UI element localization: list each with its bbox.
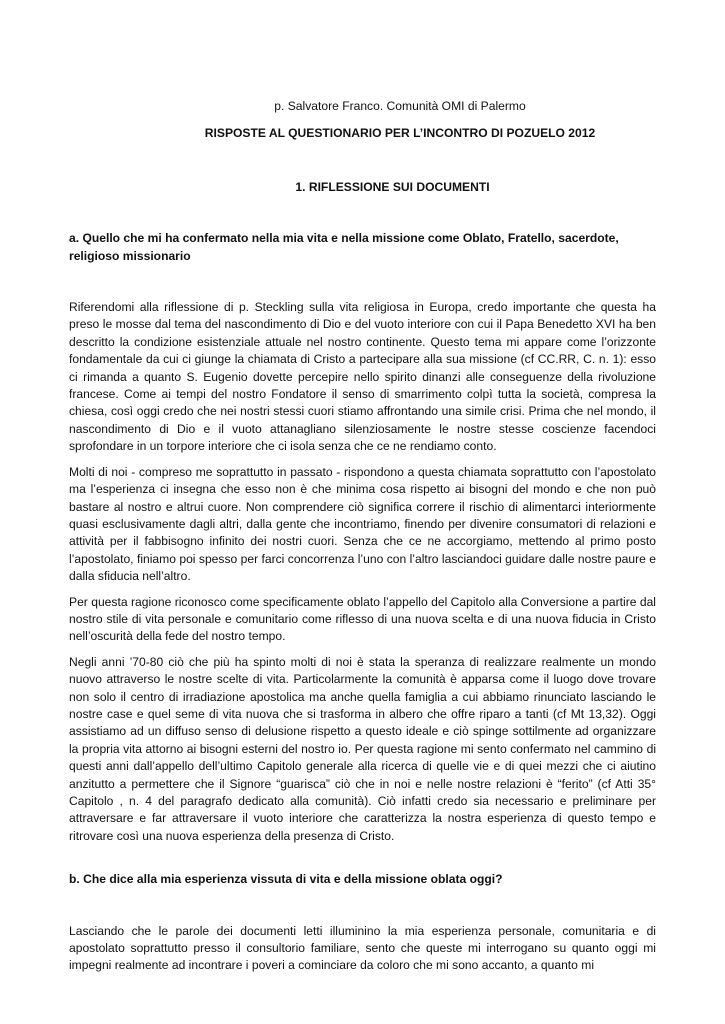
paragraph: Lasciando che le parole dei documenti letti illuminino la mia esperienza personale, comunitaria e di apostolato soprattutto presso il consultorio familiare, sento che queste mi interrogano su quanto oggi mi impegni realmente ad incontrare i poveri a cominciare da coloro che mi sono accanto, a quanto mi	[69, 923, 656, 973]
paragraph: Molti di noi - compreso me soprattutto in passato - rispondono a questa chiamata soprattutto con l’apostolato ma l’esperienza ci insegna che esso non è che minima cosa rispetto ai bisogni del mondo e che non può bastare al nostro e altrui cuore. Non comprendere ciò significa correre il rischio di alimentarci interiormente quasi esclusivamente dagli altri, dalla gente che incontriamo, finendo per divenire consumatori di relazioni e attività per il fabbisogno infinito dei nostri cuori. Senza che ce ne accorgiamo, mettendo al primo posto l’apostolato, finiamo poi spesso per farci concorrenza l’uno con l’altro lasciandoci guidare dalle nostre paure e dalla sfiducia nell’altro.	[69, 464, 656, 584]
paragraph: Riferendomi alla riflessione di p. Steckling sulla vita religiosa in Europa, credo importante che questa ha preso le mosse dal tema del nascondimento di Dio e del vuoto interiore con cui il Papa Benedetto XVI ha ben descritto la condizione esistenziale attuale nel nostro continente. Questo tema mi appare come l’orizzonte fondamentale da cui ci giunge la chiamata di Cristo a partecipare alla sua missione (cf CC.RR, C. n. 1): esso ci rimanda a quanto S. Eugenio dovette percepire nello spirito dinanzi alle conseguenze della rivoluzione francese. Come ai tempi del nostro Fondatore il senso di smarrimento colpì tutta la società, compresa la chiesa, così oggi credo che nei nostri stessi cuori stiamo affrontando una simile crisi. Prima che nel mondo, il nascondimento di Dio e il vuoto attanagliano silenziosamente le nostre stesse coscienze facendoci sprofondare in un torpore interiore che ci isola senza che ce ne rendiamo conto.	[69, 300, 656, 454]
paragraph: Negli anni ’70-80 ciò che più ha spinto molti di noi è stata la speranza di realizzare realmente un mondo nuovo attraverso le nostre scelte di vita. Particolarmente la comunità è apparsa come il luogo dove trovare non solo il centro di irradiazione apostolica ma anche quella famiglia a cui abbiamo rinunciato lasciando le nostre case e quel seme di vita nuova che si trasforma in albero che offre riparo a tanti (cf Mt 13,32). Oggi assistiamo ad un diffuso senso di delusione rispetto a questo ideale e ciò spinge sottilmente ad organizzare la propria vita attorno ai bisogni esterni del nostro io. Per questa ragione mi sento confermato nel cammino di questi anni dall’appello dell’ultimo Capitolo generale alla ricerca di quelle vie e di quei mezzi che ci aiutino anzitutto a permettere che il Signore “guarisca” ciò che in noi e nelle nostre relazioni è “ferito” (cf Atti 35° Capitolo , n. 4 del paragrafo dedicato alla comunità). Ciò infatti credo sia necessario e preliminare per attraversare e far attraversare il vuoto interiore che caratterizza la nostra esperienza di questo tempo e ritrovare così una nuova esperienza della presenza di Cristo.	[69, 654, 656, 843]
author-line: p. Salvatore Franco. Comunità OMI di Palermo	[274, 99, 526, 113]
subsection-heading-a: a. Quello che mi ha confermato nella mia vita e nella missione come Oblato, Fratello, sacerdote, religioso missionario	[69, 231, 619, 263]
document-title: RISPOSTE AL QUESTIONARIO PER L’INCONTRO DI POZUELO 2012	[204, 126, 596, 141]
subsection-heading-b: b. Che dice alla mia esperienza vissuta di vita e della missione oblata oggi?	[69, 872, 503, 887]
section-heading: 1. RIFLESSIONE SUI DOCUMENTI	[295, 179, 490, 194]
paragraph: Per questa ragione riconosco come specificamente oblato l’appello del Capitolo alla Conversione a partire dal nostro stile di vita personale e comunitario come riflesso di una nuova scelta e di una nuova fiducia in Cristo nell’oscurità della fede del nostro tempo.	[69, 594, 656, 644]
